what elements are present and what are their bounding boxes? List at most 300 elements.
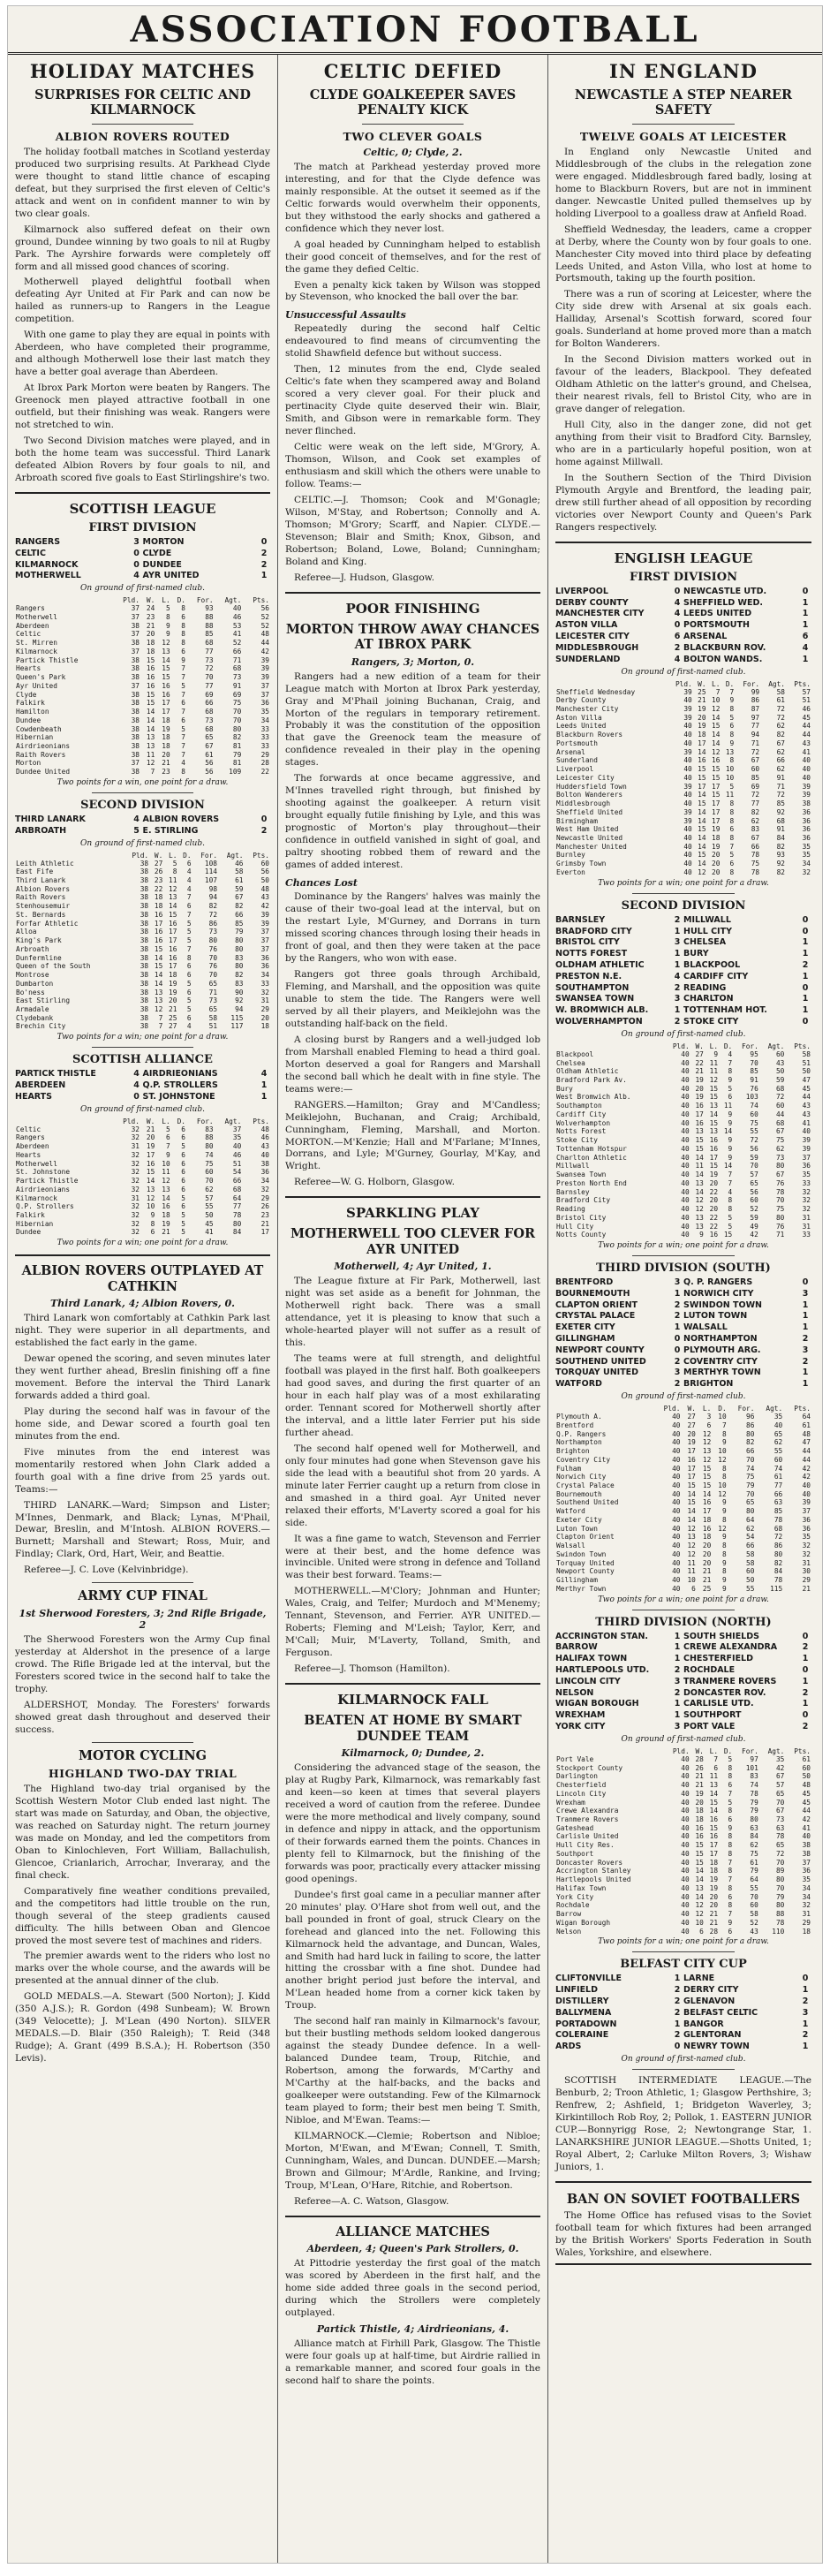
ground-note: On ground of first-named club.: [80, 584, 205, 594]
table-cell: 40: [681, 1171, 690, 1179]
headline: ARMY CUP FINAL: [78, 1588, 208, 1604]
table-cell: 17: [169, 928, 177, 936]
table-header: [555, 1405, 653, 1413]
table-cell: 84: [232, 1228, 242, 1237]
table-cell: 15: [702, 1464, 712, 1473]
table-cell: 56: [205, 759, 214, 768]
table-cell: Hibernian: [16, 1219, 54, 1228]
table-cell: 38: [131, 733, 140, 742]
table-cell: 61: [776, 696, 785, 705]
table-cell: 68: [232, 1185, 242, 1193]
away-team: ARSENAL: [683, 632, 728, 642]
table-cell: 44: [802, 1455, 811, 1464]
table-cell: 12: [695, 1901, 704, 1910]
away-team: LARNE: [683, 1974, 715, 1984]
table-cell: 40: [681, 1892, 690, 1901]
table-cell: 19: [146, 1142, 155, 1151]
table-cell: 72: [776, 713, 785, 722]
table-cell: 7: [181, 690, 185, 699]
table-cell: 9: [699, 1231, 704, 1239]
away-score: 0: [802, 1277, 809, 1287]
table-cell: 40: [683, 851, 692, 860]
paragraph: In the Southern Section of the Third Division Plymouth Argyle and Brentford, the leading pair, drew still further ahead of all opposition by recording victories over Newport County and Queen's Park Rangers respectively.: [555, 473, 811, 533]
paragraph: Celtic were weak on the left side, M'Grory, A. Thomson, Wilson, and Cook set examples of enthusiasm and skill which the others were unable to follow. Teams:—: [285, 442, 540, 490]
table-row: [15, 860, 270, 868]
home-team: PORTADOWN: [555, 2019, 617, 2029]
table-cell: 16: [154, 936, 163, 945]
table-cell: 117: [230, 1022, 244, 1031]
article-body: [15, 1313, 270, 1496]
table-cell: Wrexham: [556, 1798, 585, 1807]
table-cell: 15: [709, 1118, 719, 1127]
home-score: 2: [674, 642, 681, 653]
table-cell: 78: [750, 1789, 758, 1798]
table-row: [555, 1533, 811, 1542]
table-cell: 41: [802, 1823, 811, 1832]
table-cell: Falkirk: [16, 1211, 45, 1219]
results-list: [15, 537, 270, 582]
table-cell: Torquay United: [556, 1558, 615, 1567]
table-cell: 40: [672, 1473, 681, 1481]
table-cell: 40: [683, 860, 692, 868]
result-row: [15, 560, 270, 572]
home-team: CLAPTON ORIENT: [555, 1299, 638, 1310]
table-row: [555, 722, 811, 731]
table-cell: Sheffield Wednesday: [556, 687, 636, 696]
table-cell: 5: [729, 713, 735, 722]
table-header: For.: [742, 1746, 758, 1755]
home-score: 2: [674, 1299, 681, 1310]
article-body: [285, 162, 540, 305]
table-row: [555, 1205, 811, 1214]
table-cell: 40: [681, 1883, 690, 1892]
table-cell: 9: [729, 739, 735, 747]
headline: MORTON THROW AWAY CHANCES AT IBROX PARK: [285, 621, 540, 653]
table-cell: 15: [698, 851, 706, 860]
league-table: [555, 1042, 811, 1239]
table-cell: 67: [775, 1127, 785, 1136]
table-row: [555, 1764, 811, 1773]
table-cell: 4: [728, 1049, 733, 1058]
table-cell: 4: [186, 876, 192, 884]
table-cell: 21: [260, 1219, 269, 1228]
table-cell: 17: [712, 782, 721, 791]
table-cell: 58: [776, 687, 785, 696]
away-score: 2: [260, 548, 268, 558]
table-cell: 40: [681, 1781, 690, 1790]
table-cell: 61: [802, 1421, 811, 1429]
home-team: BOURNEMOUTH: [555, 1288, 630, 1299]
table-cell: 20: [709, 1196, 719, 1205]
paragraph: Dewar opened the scoring, and seven minutes later they went further ahead, Breslin finishing off a fine movement. Before the interval the Third Lanark forwards added a third goal.: [15, 1352, 270, 1401]
away-score: 2: [802, 959, 809, 970]
table-row: [555, 756, 811, 765]
table-header: [555, 1042, 664, 1050]
table-cell: 37: [131, 759, 140, 768]
table-cell: 38: [140, 962, 149, 971]
table-cell: 5: [728, 1754, 733, 1763]
table-cell: 12: [702, 1455, 712, 1464]
table-cell: Raith Rovers: [16, 750, 66, 759]
table-row: [555, 1832, 811, 1841]
table-cell: 40: [681, 1849, 690, 1858]
table-cell: 20: [709, 1892, 719, 1901]
table-cell: 40: [672, 1464, 681, 1473]
table-cell: 21: [702, 1576, 712, 1585]
table-cell: 24: [146, 604, 155, 613]
table-cell: 109: [229, 768, 242, 777]
table-cell: Doncaster Rovers: [556, 1858, 623, 1867]
table-cell: 70: [775, 1196, 785, 1205]
table-cell: Halifax Town: [556, 1883, 607, 1892]
table-cell: 80: [775, 1162, 785, 1171]
table-cell: 8: [721, 1464, 727, 1473]
table-cell: 76: [775, 1222, 785, 1231]
table-cell: 5: [729, 782, 735, 791]
table-cell: 20: [712, 851, 721, 860]
table-cell: 22: [709, 1213, 719, 1222]
table-cell: 66: [235, 910, 244, 919]
home-score: 1: [674, 1974, 681, 1984]
table-header: L.: [162, 1117, 170, 1125]
table-cell: 62: [773, 1438, 783, 1447]
table-cell: 4: [181, 759, 185, 768]
table-cell: 74: [750, 1781, 758, 1790]
table-row: [555, 1781, 811, 1790]
table-cell: 16: [695, 1823, 704, 1832]
table-cell: Aston Villa: [556, 713, 602, 722]
table-cell: 18: [162, 733, 170, 742]
table-cell: 40: [232, 1142, 242, 1151]
table-cell: 9: [728, 1144, 733, 1153]
table-cell: 46: [235, 859, 244, 868]
table-cell: 22: [695, 1058, 704, 1067]
away-team: NORWICH CITY: [683, 1288, 754, 1299]
table-cell: 42: [802, 1473, 811, 1481]
table-cell: Bury: [556, 1084, 573, 1093]
table-cell: 40: [681, 1910, 690, 1919]
table-cell: 8: [728, 1196, 733, 1205]
table-cell: 40: [683, 842, 692, 851]
table-cell: 94: [235, 1005, 244, 1014]
table-cell: 80: [775, 1901, 785, 1910]
table-cell: 71: [775, 1231, 785, 1239]
paragraph: Even a penalty kick taken by Wilson was stopped by Stevenson, who knocked the ball over the bar.: [285, 279, 540, 303]
table-cell: 21: [695, 1772, 704, 1781]
table-cell: 14: [709, 1807, 719, 1815]
team-lineups: THIRD LANARK.—Ward; Simpson and Lister; M'Innes, Denmark, and Black; Lynas, M'Phail, Dewar, Breslin, and M'Intosh. ALBION ROVERS.—Burnett; Marshall and Stewart; Ross, Muir, and Findlay; Clark, Ord, Hart, Weir, and Beattie.: [15, 1499, 270, 1560]
table-cell: 9: [721, 1498, 727, 1507]
table-row: [555, 1875, 811, 1884]
paragraph: Dominance by the Rangers' halves was mainly the cause of their two-goal lead at the interval, but on the restart Lyle, M'Gurney, and Dorrans in turn missed scoring chances through losing their heads in front of goal, and then they were taken at the pace by the Rangers, who won with ease.: [285, 891, 540, 964]
home-score: 2: [674, 1996, 681, 2006]
table-cell: 80: [235, 936, 244, 945]
table-cell: 29: [802, 1918, 811, 1927]
division-title: SECOND DIVISION: [80, 798, 205, 812]
table-row: [15, 613, 270, 622]
table-header: Pld.: [663, 1405, 681, 1413]
table-cell: 42: [260, 647, 269, 655]
table-cell: 59: [750, 1213, 758, 1222]
result-row: [555, 1654, 811, 1665]
table-cell: 76: [208, 962, 218, 971]
table-cell: 40: [681, 1789, 690, 1798]
table-cell: 40: [672, 1542, 681, 1550]
table-cell: 16: [695, 1832, 704, 1841]
table-cell: 16: [162, 681, 170, 690]
table-cell: 15: [712, 791, 721, 799]
table-cell: Alloa: [16, 928, 37, 936]
table-cell: 7: [186, 910, 192, 919]
results-list: [555, 1632, 811, 1733]
table-cell: 60: [260, 859, 269, 868]
table-cell: 85: [773, 1507, 783, 1516]
table-cell: 82: [208, 902, 218, 911]
table-cell: 55: [746, 1584, 755, 1593]
table-cell: York City: [556, 1892, 594, 1901]
section-title: SCOTTISH LEAGUE: [69, 500, 216, 517]
table-cell: 19: [169, 979, 177, 988]
table-cell: Dumbarton: [16, 979, 54, 988]
table-cell: 7: [728, 1171, 733, 1179]
home-team: MIDDLESBROUGH: [555, 642, 639, 653]
table-cell: 13: [709, 1102, 719, 1110]
home-score: 3: [674, 1722, 681, 1732]
table-cell: 9: [721, 1584, 727, 1593]
home-team: WATFORD: [555, 1379, 602, 1390]
table-cell: Accrington Stanley: [556, 1867, 631, 1875]
home-score: 3: [674, 1676, 681, 1686]
paragraph: The Sherwood Foresters won the Army Cup final yesterday at Aldershot in the presence of a large crowd. The Rifle Brigade led at the interval, but the Foresters scored twice in the second half to take the trophy.: [15, 1633, 270, 1694]
table-cell: 31: [131, 1142, 140, 1151]
table-cell: 16: [169, 919, 177, 928]
table-cell: 7: [181, 673, 185, 682]
table-cell: 40: [802, 1832, 811, 1841]
away-score: 0: [802, 1017, 809, 1027]
paragraph: With one game to play they are equal in points with Aberdeen, who have completed their programme, and although Motherwell lose their last match they have a better goal average than Aberdeen.: [15, 330, 270, 378]
table-cell: 11: [169, 876, 177, 884]
result-row: [555, 1277, 811, 1289]
paragraph: It was a fine game to watch, Stevenson and Ferrier were at their best, and the home defence was invincible. United were strong in defence and Tolland was their best forward. Teams:—: [285, 1533, 540, 1581]
away-score: 1: [802, 1699, 809, 1709]
table-row: [555, 731, 811, 739]
table-row: [15, 971, 270, 980]
article-body: [285, 671, 540, 873]
away-score: 0: [802, 982, 809, 993]
away-team: ROCHDALE: [683, 1664, 736, 1675]
table-cell: 73: [208, 928, 218, 936]
table-cell: 36: [802, 834, 811, 843]
table-cell: 50: [746, 1576, 755, 1585]
table-cell: 9: [729, 696, 735, 705]
table-cell: 82: [232, 733, 242, 742]
table-cell: 13: [169, 893, 177, 902]
table-cell: 14: [698, 791, 706, 799]
table-cell: 8: [721, 1429, 727, 1438]
table-cell: 9: [728, 1110, 733, 1118]
table-cell: Wolverhampton: [556, 1118, 611, 1127]
table-cell: 20: [695, 1084, 704, 1093]
paragraph: A closing burst by Rangers and a well-judged lob from Marshall enabled Fleming to head a third goal. Morton deserved a goal for Rangers and Marshall the second ball which he dealt with in fine style. The teams were:—: [285, 1034, 540, 1095]
table-cell: 67: [751, 834, 760, 843]
table-cell: 78: [751, 851, 760, 860]
table-cell: 18: [154, 902, 163, 911]
home-team: NOTTS FOREST: [555, 949, 628, 959]
away-score: 2: [260, 825, 268, 836]
table-cell: 16: [695, 1118, 704, 1127]
results-list: [555, 587, 811, 666]
away-team: READING: [683, 982, 727, 993]
table-header: For.: [196, 1117, 214, 1125]
table-row: [555, 1179, 811, 1188]
table-cell: 79: [750, 1867, 758, 1875]
table-row: [15, 1125, 270, 1134]
table-header: D.: [725, 679, 735, 688]
table-cell: 35: [802, 1533, 811, 1542]
table-cell: 48: [260, 630, 269, 639]
paragraph: Third Lanark won comfortably at Cathkin Park last night. They were superior in all departments, and established the fact early in the game.: [15, 1312, 270, 1348]
table-cell: 17: [162, 708, 170, 716]
table-row: [555, 1473, 811, 1481]
table-cell: 40: [683, 799, 692, 808]
table-cell: 72: [775, 1093, 785, 1102]
table-cell: 60: [750, 1196, 758, 1205]
table-cell: 32: [131, 1202, 140, 1211]
home-score: 1: [674, 1005, 681, 1016]
table-cell: 18: [154, 893, 163, 902]
table-header: D.: [177, 596, 185, 605]
table-cell: Partick Thistle: [16, 1177, 79, 1186]
table-header: For.: [743, 679, 760, 688]
table-cell: 6: [181, 1168, 185, 1177]
away-score: 3: [802, 1345, 809, 1355]
table-cell: 38: [802, 799, 811, 808]
table-cell: 40: [681, 1858, 690, 1867]
table-row: [555, 1430, 811, 1439]
table-cell: 72: [775, 1849, 785, 1858]
table-cell: 17: [709, 1841, 719, 1850]
headline: BAN ON SOVIET FOOTBALLERS: [566, 2191, 801, 2207]
table-cell: 16: [695, 1102, 704, 1110]
newspaper-page: [7, 5, 823, 2564]
table-cell: 48: [260, 1125, 269, 1133]
table-cell: 70: [750, 1162, 758, 1171]
table-cell: 14: [154, 971, 163, 980]
away-score: 1: [802, 1368, 809, 1378]
table-cell: Northampton: [556, 1438, 602, 1447]
table-cell: 15: [169, 910, 177, 919]
home-team: BARNSLEY: [555, 914, 606, 925]
team-lineups: KILMARNOCK.—Clemie; Robertson and Nibloe; Morton, M'Ewan, and M'Ewan; Connell, T. Smith, Cunningham, Wales, and Duncan. DUNDEE.—Marsh; Brown and Gilmour; M'Ardle, Rankine, and Irving; Troup, M'Lean, O'Hare, Ritchie, and Robertson.: [285, 2131, 540, 2191]
table-cell: Leeds United: [556, 722, 607, 731]
table-cell: Arbroath: [16, 944, 49, 953]
result-row: [15, 1069, 270, 1080]
table-cell: 15: [146, 1168, 155, 1177]
table-header: Agt.: [224, 596, 242, 605]
table-cell: Hibernian: [16, 733, 54, 742]
table-cell: 11: [687, 1567, 696, 1576]
table-cell: 18: [702, 1515, 712, 1524]
table-cell: 6: [729, 860, 735, 868]
table-cell: 20: [687, 1429, 696, 1438]
table-cell: 14: [695, 1187, 704, 1196]
home-team: LINFIELD: [555, 1985, 598, 1996]
table-row: [555, 688, 811, 697]
table-cell: Cardiff City: [556, 1110, 607, 1118]
table-row: [555, 1102, 811, 1110]
table-cell: 80: [746, 1507, 755, 1516]
table-cell: Q.P. Strollers: [16, 1202, 74, 1211]
table-cell: 35: [802, 1875, 811, 1884]
away-score: 1: [802, 1379, 809, 1390]
table-cell: Armadale: [16, 1005, 49, 1014]
table-header: Pld.: [123, 596, 140, 605]
table-cell: 36: [802, 825, 811, 834]
table-cell: 28: [709, 1927, 719, 1936]
home-team: SOUTHAMPTON: [555, 982, 630, 993]
table-cell: 40: [681, 1807, 690, 1815]
table-row: [555, 1901, 811, 1910]
table-cell: 60: [775, 1049, 785, 1058]
table-cell: 10: [695, 1918, 704, 1927]
table-cell: Blackpool: [556, 1049, 594, 1058]
table-cell: 58: [802, 1049, 811, 1058]
table-cell: 14: [687, 1489, 696, 1498]
table-header: D.: [723, 1746, 733, 1755]
table-cell: 17: [709, 1153, 719, 1162]
table-cell: 5: [186, 996, 192, 1005]
table-cell: 86: [773, 1542, 783, 1550]
table-header: W.: [146, 1117, 155, 1125]
table-row: [555, 1050, 811, 1059]
table-cell: 28: [260, 759, 269, 768]
table-cell: 70: [205, 1177, 214, 1186]
table-cell: 86: [751, 696, 760, 705]
section-title: SPARKLING PLAY: [346, 1205, 479, 1222]
table-cell: 73: [205, 716, 214, 724]
table-cell: 18: [695, 1807, 704, 1815]
paragraph: The forwards at once became aggressive, and M'Innes travelled right through, but finished by shooting against the goalkeeper. A return visit brought equally futile finishing by Lyle, and this was prognostic of Morton's play throughout—their confidence in outfield vanished in sight of goal, and paltry shooting robbed them of reward and the games of added interest.: [285, 773, 540, 871]
away-score: 1: [802, 949, 809, 959]
table-row: [15, 682, 270, 691]
table-cell: 39: [683, 713, 692, 722]
table-row: [555, 765, 811, 774]
paragraph: Kilmarnock also suffered defeat on their own ground, Dundee winning by two goals to nil at Rugby Park. The Ayrshire forwards were completely off form and all missed good chances of scoring.: [15, 224, 270, 272]
table-row: [555, 1110, 811, 1119]
table-cell: 40: [672, 1584, 681, 1593]
table-cell: 62: [775, 1144, 785, 1153]
table-cell: 82: [776, 868, 785, 876]
table-row: [15, 768, 270, 777]
table-cell: 34: [802, 860, 811, 868]
table-cell: 6: [181, 1133, 185, 1142]
table-cell: 20: [260, 1013, 269, 1022]
table-cell: 20: [695, 1798, 704, 1807]
table-cell: 14: [723, 1162, 733, 1171]
table-cell: 43: [802, 1110, 811, 1118]
table-cell: 9: [728, 1153, 733, 1162]
table-cell: 114: [204, 868, 218, 876]
table-row: [15, 691, 270, 700]
article-body: [555, 147, 811, 534]
table-cell: 40: [681, 1058, 690, 1067]
table-cell: 80: [235, 962, 244, 971]
intermediate-results: SCOTTISH INTERMEDIATE LEAGUE.—The Benburb, 2; Troon Athletic, 1; Glasgow Perthshire, 3; Renfrew, 2; Ashfield, 1; Bridgeton Waverley, 3; Kirkintilloch Rob Roy, 2; Pollok, 1. EASTERN JUNIOR CUP.—Bonnyrigg Rose, 2; Newtongrange Star, 1. LANARKSHIRE JUNIOR LEAGUE.—Shotts United, 1; Royal Albert, 2; Carluke Milton Rovers, 3; Wishaw Juniors, 1.: [555, 2074, 811, 2172]
awards-list: GOLD MEDALS.—A. Stewart (500 Norton); J. Kidd (350 A.J.S.); R. Gordon (498 Sunbeam); W. Brown (349 Velocette); J. M'Lean (490 Norton). SILVER MEDALS.—D. Blair (350 Raleigh); T. Reid (348 Rudge); A. Grant (499 B.S.A.); H. Robertson (350 Levis).: [15, 1991, 270, 2065]
table-cell: 40: [683, 868, 692, 876]
table-cell: 37: [260, 681, 269, 690]
away-score: 1: [802, 1322, 809, 1333]
